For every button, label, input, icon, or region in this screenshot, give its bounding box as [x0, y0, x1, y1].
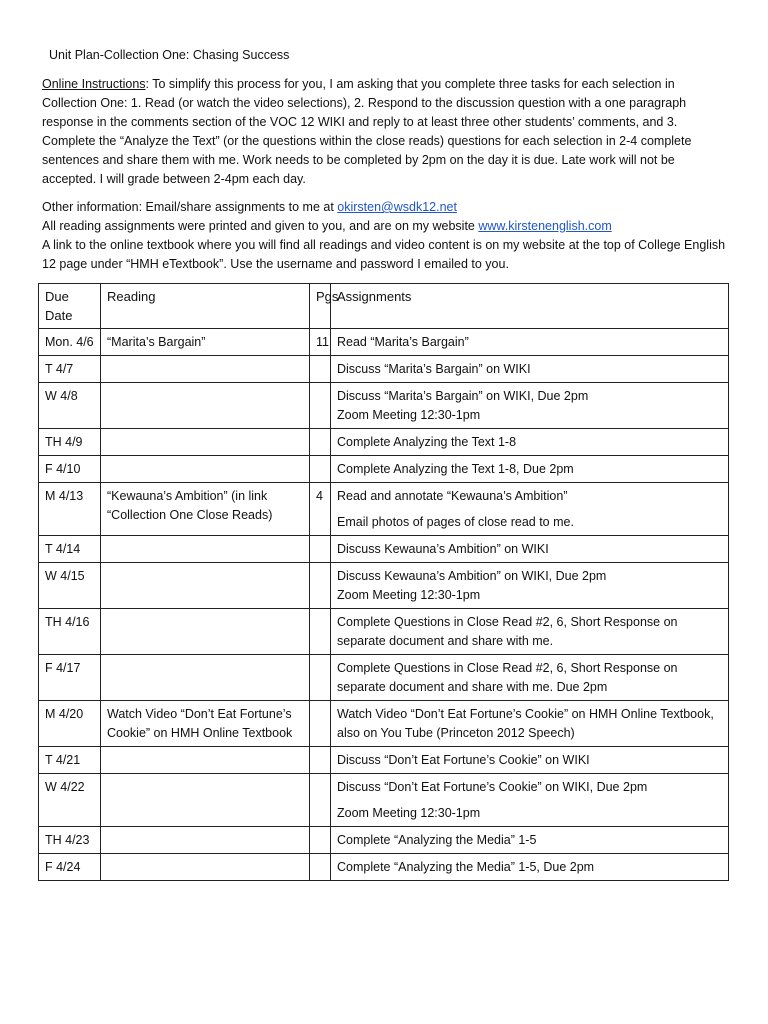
- cell-assignments: [331, 563, 729, 609]
- cell-due-date: W 4/8: [39, 383, 101, 429]
- other-line-email: [42, 198, 732, 217]
- assignment-line: Complete “Analyzing the Media” 1-5, Due 2pm: [337, 860, 595, 874]
- cell-reading: [101, 747, 310, 774]
- cell-pgs: [310, 383, 331, 429]
- assignment-line: Discuss “Marita’s Bargain” on WIKI: [337, 362, 531, 376]
- cell-pgs: 4: [310, 483, 331, 536]
- table-row: [39, 483, 729, 536]
- assignment-line: Watch Video “Don’t Eat Fortune’s Cookie” on HMH Online Textbook, also on You Tube (Princeton 2012 Speech): [337, 707, 714, 740]
- table-row: [39, 356, 729, 383]
- table-row: [39, 701, 729, 747]
- cell-due-date: F 4/24: [39, 854, 101, 881]
- table-row: [39, 827, 729, 854]
- other-line-website: [42, 217, 732, 236]
- cell-due-date: Mon. 4/6: [39, 329, 101, 356]
- assignment-line: Discuss “Marita’s Bargain” on WIKI, Due 2pm: [337, 389, 589, 403]
- table-row: [39, 774, 729, 827]
- cell-pgs: [310, 609, 331, 655]
- assignment-line: Complete Questions in Close Read #2, 6, Short Response on separate document and share with me. Due 2pm: [337, 661, 678, 694]
- assignment-line: Read and annotate “Kewauna’s Ambition”: [337, 489, 568, 503]
- cell-assignments: [331, 456, 729, 483]
- assignment-line: Email photos of pages of close read to me.: [337, 515, 574, 529]
- cell-reading: [101, 429, 310, 456]
- cell-reading: [101, 655, 310, 701]
- cell-reading: [101, 356, 310, 383]
- line-gap: [337, 506, 722, 513]
- cell-reading: [101, 774, 310, 827]
- table-row: [39, 563, 729, 609]
- instructions-text: : To simplify this process for you, I am asking that you complete three tasks for each selection in Collection One: 1. Read (or watch the video selections), 2. Respond to the discussion question with a one paragraph response in the comments section of the VOC 12 WIKI and reply to at least three other students’ comments, and 3. Complete the “Analyze the Text” (or the questions within the close reads) questions for each selection in 2-4 complete sentences and share them with me. Work needs to be completed by 2pm on the day it is due. Late work will not be accepted. I will grade between 2-4pm each day.: [42, 77, 692, 186]
- cell-due-date: T 4/7: [39, 356, 101, 383]
- cell-assignments: [331, 609, 729, 655]
- cell-due-date: F 4/10: [39, 456, 101, 483]
- cell-due-date: M 4/20: [39, 701, 101, 747]
- cell-reading: [101, 536, 310, 563]
- cell-reading: “Marita’s Bargain”: [101, 329, 310, 356]
- cell-assignments: [331, 356, 729, 383]
- cell-reading: [101, 383, 310, 429]
- cell-pgs: [310, 701, 331, 747]
- assignment-line: Discuss Kewauna’s Ambition” on WIKI, Due 2pm: [337, 569, 607, 583]
- header-due-date: Due Date: [39, 284, 101, 329]
- cell-pgs: [310, 536, 331, 563]
- table-row: [39, 329, 729, 356]
- email-link[interactable]: okirsten@wsdk12.net: [337, 200, 457, 214]
- line-gap: [337, 797, 722, 804]
- cell-due-date: M 4/13: [39, 483, 101, 536]
- assignment-line: Read “Marita’s Bargain”: [337, 335, 469, 349]
- cell-assignments: [331, 747, 729, 774]
- cell-pgs: [310, 456, 331, 483]
- table-row: [39, 747, 729, 774]
- cell-assignments: [331, 701, 729, 747]
- cell-due-date: W 4/15: [39, 563, 101, 609]
- website-link[interactable]: www.kirstenenglish.com: [478, 219, 612, 233]
- table-header-row: [39, 284, 729, 329]
- cell-pgs: [310, 747, 331, 774]
- cell-assignments: [331, 483, 729, 536]
- cell-pgs: [310, 429, 331, 456]
- cell-assignments: [331, 827, 729, 854]
- cell-assignments: [331, 383, 729, 429]
- assignment-line: Zoom Meeting 12:30-1pm: [337, 806, 481, 820]
- cell-assignments: [331, 536, 729, 563]
- cell-due-date: T 4/21: [39, 747, 101, 774]
- cell-assignments: [331, 429, 729, 456]
- cell-assignments: [331, 774, 729, 827]
- cell-due-date: TH 4/16: [39, 609, 101, 655]
- cell-reading: [101, 827, 310, 854]
- assignment-line: Zoom Meeting 12:30-1pm: [337, 588, 481, 602]
- cell-reading: [101, 854, 310, 881]
- cell-pgs: [310, 563, 331, 609]
- table-row: [39, 536, 729, 563]
- online-instructions: [42, 75, 732, 189]
- schedule-body: [39, 329, 729, 881]
- assignment-line: Zoom Meeting 12:30-1pm: [337, 408, 481, 422]
- cell-due-date: TH 4/23: [39, 827, 101, 854]
- cell-reading: “Kewauna’s Ambition” (in link “Collection One Close Reads): [101, 483, 310, 536]
- other-information: [42, 198, 732, 274]
- cell-reading: [101, 609, 310, 655]
- assignment-line: Discuss Kewauna’s Ambition” on WIKI: [337, 542, 549, 556]
- table-row: [39, 655, 729, 701]
- table-row: [39, 429, 729, 456]
- table-row: [39, 456, 729, 483]
- cell-pgs: [310, 774, 331, 827]
- table-row: [39, 854, 729, 881]
- website-prefix: All reading assignments were printed and given to you, and are on my website: [42, 219, 479, 233]
- assignment-line: Discuss “Don’t Eat Fortune’s Cookie” on WIKI, Due 2pm: [337, 780, 648, 794]
- instructions-label: Online Instructions: [42, 77, 146, 91]
- table-row: [39, 383, 729, 429]
- document-title: Unit Plan-Collection One: Chasing Success: [49, 48, 290, 62]
- cell-reading: [101, 456, 310, 483]
- cell-pgs: [310, 655, 331, 701]
- cell-due-date: TH 4/9: [39, 429, 101, 456]
- cell-assignments: [331, 329, 729, 356]
- assignment-line: Complete Questions in Close Read #2, 6, Short Response on separate document and share with me.: [337, 615, 678, 648]
- cell-pgs: 11: [310, 329, 331, 356]
- assignment-line: Complete Analyzing the Text 1-8: [337, 435, 517, 449]
- cell-assignments: [331, 655, 729, 701]
- email-prefix: Other information: Email/share assignments to me at: [42, 200, 338, 214]
- table-row: [39, 609, 729, 655]
- cell-due-date: W 4/22: [39, 774, 101, 827]
- cell-due-date: T 4/14: [39, 536, 101, 563]
- schedule-table: [38, 283, 729, 881]
- header-pgs: Pgs: [310, 284, 331, 329]
- cell-reading: [101, 563, 310, 609]
- cell-due-date: F 4/17: [39, 655, 101, 701]
- assignment-line: Complete “Analyzing the Media” 1-5: [337, 833, 537, 847]
- header-reading: Reading: [101, 284, 310, 329]
- cell-pgs: [310, 356, 331, 383]
- cell-pgs: [310, 827, 331, 854]
- cell-assignments: [331, 854, 729, 881]
- assignment-line: Complete Analyzing the Text 1-8, Due 2pm: [337, 462, 574, 476]
- other-line-textbook: A link to the online textbook where you will find all readings and video content is on my website at the top of College English 12 page under “HMH eTextbook”. Use the username and password I emailed to you.: [42, 238, 726, 271]
- cell-reading: Watch Video “Don’t Eat Fortune’s Cookie” on HMH Online Textbook: [101, 701, 310, 747]
- cell-pgs: [310, 854, 331, 881]
- header-assignments: Assignments: [331, 284, 729, 329]
- assignment-line: Discuss “Don’t Eat Fortune’s Cookie” on WIKI: [337, 753, 590, 767]
